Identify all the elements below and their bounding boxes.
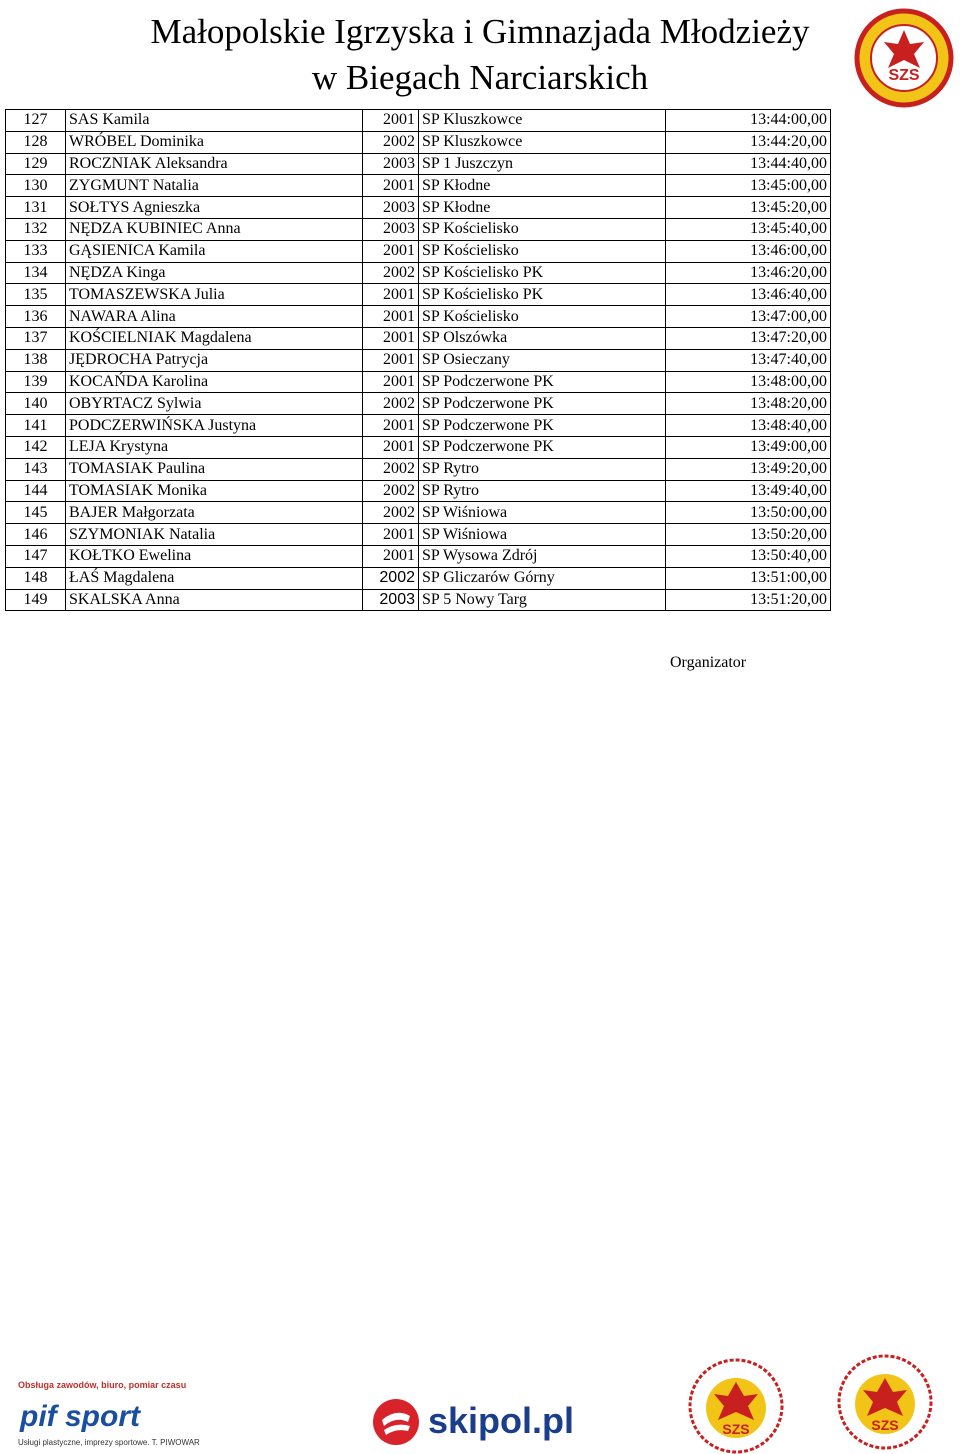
year-cell: 2001 [363,524,419,546]
table-row [6,175,831,197]
skipol-mark-icon [372,1398,420,1446]
school-cell: SP Podczerwone PK [419,436,666,458]
year-cell: 2002 [363,131,419,153]
name-cell: ZYGMUNT Natalia [66,175,363,197]
name-cell: TOMASZEWSKA Julia [66,284,363,306]
pif-brand: pif sport [20,1400,140,1433]
szs-logo-top [850,8,958,108]
szs-seal-1-text: SZS [722,1421,750,1437]
year-cell: 2001 [363,110,419,132]
name-cell: KOCAŃDA Karolina [66,371,363,393]
table-row [6,371,831,393]
page-title-line1: Małopolskie Igrzyska i Gimnazjada Młodzieży [150,12,810,51]
name-cell: BAJER Małgorzata [66,502,363,524]
school-cell: SP Wiśniowa [419,502,666,524]
school-cell: SP Gliczarów Górny [419,567,666,589]
table-row [6,524,831,546]
year-cell: 2001 [363,240,419,262]
name-cell: ROCZNIAK Aleksandra [66,153,363,175]
time-cell: 13:44:20,00 [666,131,831,153]
time-cell: 13:50:40,00 [666,545,831,567]
year-cell: 2002 [363,567,419,589]
rank-cell: 149 [6,589,66,611]
school-cell: SP Rytro [419,480,666,502]
time-cell: 13:46:40,00 [666,284,831,306]
table-row [6,110,831,132]
name-cell: JĘDROCHA Patrycja [66,349,363,371]
time-cell: 13:50:00,00 [666,502,831,524]
time-cell: 13:46:00,00 [666,240,831,262]
year-cell: 2001 [363,284,419,306]
rank-cell: 138 [6,349,66,371]
pif-subline: Usługi plastyczne, imprezy sportowe. T. PIWOWAR [18,1438,200,1447]
table-row [6,502,831,524]
school-cell: SP Kościelisko [419,306,666,328]
time-cell: 13:45:40,00 [666,218,831,240]
table-row [6,415,831,437]
time-cell: 13:51:20,00 [666,589,831,611]
time-cell: 13:44:00,00 [666,110,831,132]
time-cell: 13:47:20,00 [666,327,831,349]
szs-seal-2-text: SZS [871,1417,899,1433]
time-cell: 13:46:20,00 [666,262,831,284]
organizer-label: Organizator [670,654,747,671]
name-cell: KOŁTKO Ewelina [66,545,363,567]
school-cell: SP Wiśniowa [419,524,666,546]
year-cell: 2001 [363,371,419,393]
pif-tagline: Obsługa zawodów, biuro, pomiar czasu [18,1380,187,1390]
time-cell: 13:49:20,00 [666,458,831,480]
rank-cell: 143 [6,458,66,480]
rank-cell: 142 [6,436,66,458]
school-cell: SP Olszówka [419,327,666,349]
skipol-brand: skipol.pl [428,1400,575,1441]
year-cell: 2001 [363,436,419,458]
time-cell: 13:48:00,00 [666,371,831,393]
time-cell: 13:47:00,00 [666,306,831,328]
szs-seal-2 [830,1352,940,1452]
year-cell: 2001 [363,306,419,328]
school-cell: SP Wysowa Zdrój [419,545,666,567]
table-row [6,567,831,589]
rank-cell: 140 [6,393,66,415]
table-row [6,197,831,219]
rank-cell: 144 [6,480,66,502]
table-row [6,349,831,371]
table-row [6,458,831,480]
year-cell: 2001 [363,175,419,197]
name-cell: WRÓBEL Dominika [66,131,363,153]
rank-cell: 133 [6,240,66,262]
school-cell: SP Osieczany [419,349,666,371]
name-cell: TOMASIAK Monika [66,480,363,502]
rank-cell: 145 [6,502,66,524]
rank-cell: 128 [6,131,66,153]
rank-cell: 147 [6,545,66,567]
school-cell: SP Rytro [419,458,666,480]
school-cell: SP Podczerwone PK [419,393,666,415]
rank-cell: 136 [6,306,66,328]
table-row [6,327,831,349]
table-row [6,480,831,502]
name-cell: NAWARA Alina [66,306,363,328]
year-cell: 2003 [363,589,419,611]
rank-cell: 134 [6,262,66,284]
rank-cell: 137 [6,327,66,349]
rank-cell: 135 [6,284,66,306]
time-cell: 13:50:20,00 [666,524,831,546]
time-cell: 13:47:40,00 [666,349,831,371]
rank-cell: 148 [6,567,66,589]
table-row [6,262,831,284]
table-row [6,545,831,567]
time-cell: 13:45:00,00 [666,175,831,197]
school-cell: SP 5 Nowy Targ [419,589,666,611]
table-row [6,589,831,611]
year-cell: 2003 [363,197,419,219]
year-cell: 2001 [363,349,419,371]
school-cell: SP Kluszkowce [419,110,666,132]
school-cell: SP Kluszkowce [419,131,666,153]
name-cell: KOŚCIELNIAK Magdalena [66,327,363,349]
name-cell: SOŁTYS Agnieszka [66,197,363,219]
name-cell: SZYMONIAK Natalia [66,524,363,546]
school-cell: SP 1 Juszczyn [419,153,666,175]
name-cell: NĘDZA Kinga [66,262,363,284]
table-row [6,393,831,415]
skipol-logo [372,1396,592,1446]
rank-cell: 141 [6,415,66,437]
school-cell: SP Kłodne [419,175,666,197]
table-row [6,218,831,240]
school-cell: SP Kościelisko PK [419,262,666,284]
year-cell: 2003 [363,153,419,175]
results-table [5,109,831,611]
table-row [6,153,831,175]
time-cell: 13:44:40,00 [666,153,831,175]
pif-sport-logo [18,1378,200,1450]
name-cell: NĘDZA KUBINIEC Anna [66,218,363,240]
table-row [6,436,831,458]
szs-logo-top-text: SZS [888,67,920,84]
table-row [6,284,831,306]
rank-cell: 146 [6,524,66,546]
time-cell: 13:49:00,00 [666,436,831,458]
name-cell: LEJA Krystyna [66,436,363,458]
year-cell: 2002 [363,262,419,284]
school-cell: SP Kościelisko PK [419,284,666,306]
rank-cell: 139 [6,371,66,393]
table-row [6,240,831,262]
school-cell: SP Kościelisko [419,218,666,240]
year-cell: 2003 [363,218,419,240]
time-cell: 13:51:00,00 [666,567,831,589]
school-cell: SP Kościelisko [419,240,666,262]
rank-cell: 131 [6,197,66,219]
school-cell: SP Podczerwone PK [419,371,666,393]
rank-cell: 130 [6,175,66,197]
rank-cell: 129 [6,153,66,175]
name-cell: SAS Kamila [66,110,363,132]
rank-cell: 132 [6,218,66,240]
year-cell: 2002 [363,458,419,480]
time-cell: 13:45:20,00 [666,197,831,219]
year-cell: 2001 [363,327,419,349]
name-cell: OBYRTACZ Sylwia [66,393,363,415]
table-row [6,306,831,328]
time-cell: 13:48:40,00 [666,415,831,437]
name-cell: PODCZERWIŃSKA Justyna [66,415,363,437]
name-cell: ŁAŚ Magdalena [66,567,363,589]
school-cell: SP Podczerwone PK [419,415,666,437]
rank-cell: 127 [6,110,66,132]
page-title-line2: w Biegach Narciarskich [311,58,649,97]
name-cell: GĄSIENICA Kamila [66,240,363,262]
name-cell: SKALSKA Anna [66,589,363,611]
year-cell: 2001 [363,415,419,437]
year-cell: 2002 [363,480,419,502]
year-cell: 2001 [363,545,419,567]
school-cell: SP Kłodne [419,197,666,219]
szs-seal-1 [682,1356,790,1454]
name-cell: TOMASIAK Paulina [66,458,363,480]
year-cell: 2002 [363,502,419,524]
time-cell: 13:48:20,00 [666,393,831,415]
time-cell: 13:49:40,00 [666,480,831,502]
table-row [6,131,831,153]
year-cell: 2002 [363,393,419,415]
